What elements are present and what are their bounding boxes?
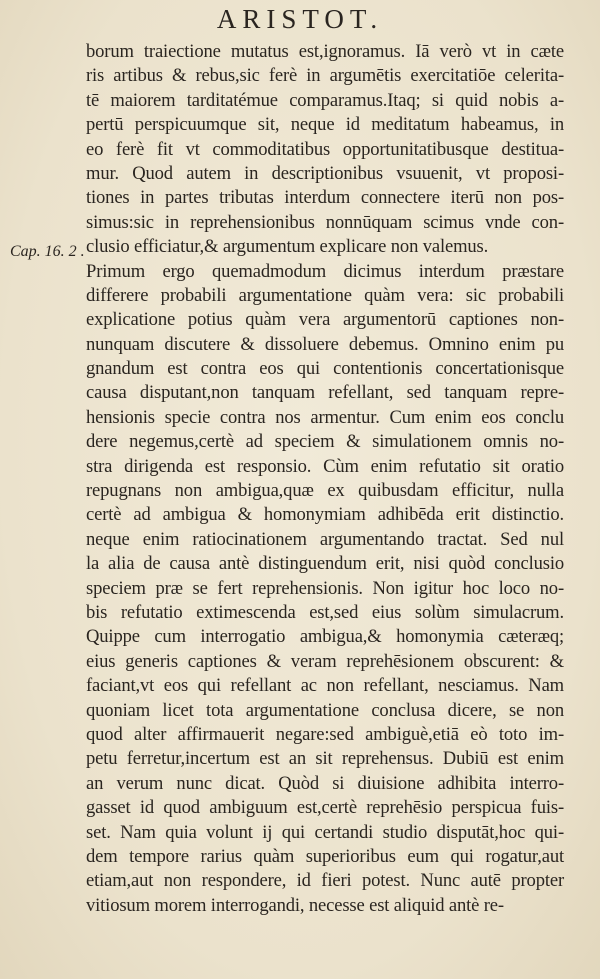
running-head: ARISTOT. — [216, 4, 384, 34]
text-line: eius generis captiones & veram reprehēsionem obscurent: & — [86, 650, 564, 672]
text-line: mur. Quod autem in descriptionibus vsuuenit, vt proposi- — [86, 162, 564, 184]
text-line: petu ferretur,incertum est an sit reprehensus. Dubiū est enim — [86, 748, 564, 770]
text-line: eo ferè fit vt commoditatibus opportunitatibusque destitua- — [86, 138, 564, 160]
text-line: vitiosum morem interrogandi, necesse est aliquid antè re- — [86, 894, 504, 916]
text-line: clusio efficiatur,& argumentum explicare non valemus. — [86, 236, 489, 258]
text-line: an verum nunc dicat. Quòd si diuisione adhibita interro- — [86, 772, 564, 794]
text-line: set. Nam quia volunt ij qui certandi studio disputāt,hoc qui- — [86, 821, 564, 843]
text-line: bis refutatio extimescenda est,sed eius solùm simulacrum. — [86, 601, 564, 623]
text-line: la alia de causa antè distinguendum erit, nisi quòd conclusio — [86, 553, 564, 575]
text-line: ris artibus & rebus,sic ferè in argumētis exercitatiōe celerita- — [86, 65, 564, 87]
text-line: simus:sic in reprehensionibus nonnūquam scimus vnde con- — [86, 211, 564, 233]
text-line: Primum ergo quemadmodum dicimus interdum præstare — [86, 260, 564, 282]
text-line: stra dirigenda est responsio. Cùm enim refutatio sit oratio — [86, 455, 564, 477]
text-line: dere negemus,certè ad speciem & simulationem omnis no- — [86, 431, 564, 453]
text-line: explicatione potius quàm vera argumentorū captiones non- — [86, 309, 564, 331]
text-line: certè ad ambigua & homonymiam adhibēda erit distinctio. — [86, 504, 564, 526]
text-line: gnandum est contra eos qui contentionis concertationisque — [86, 358, 564, 380]
text-block — [86, 40, 564, 918]
text-line: differere probabili argumentatione quàm vera: sic probabili — [86, 284, 564, 306]
text-line: etiam,aut non respondere, id fieri potest. Nunc autē propter — [86, 870, 564, 892]
text-line: hensionis specie contra nos armentur. Cum enim eos conclu — [86, 406, 564, 428]
text-line: causa disputant,non tanquam refellant, sed tanquam repre- — [86, 382, 564, 404]
text-line: borum traiectione mutatus est,ignoramus. Iā verò vt in cæte — [86, 41, 564, 62]
text-line: gasset id quod ambiguum est,certè reprehēsio perspicua fuis- — [86, 797, 564, 819]
text-line: pertū perspicuumque sit, neque id meditatum habeamus, in — [86, 114, 564, 136]
text-line: nunquam discutere & dissoluere debemus. Omnino enim pu — [86, 333, 564, 355]
text-line: speciem præ se fert reprehensionis. Non igitur hoc loco no- — [86, 577, 564, 599]
text-line: quod alter affirmauerit negare:sed ambiguè,etiā eò toto im- — [86, 723, 564, 745]
margin-note-chapter: Cap. 16. 2 . — [10, 243, 85, 260]
text-line: repugnans non ambigua,quæ ex quibusdam efficitur, nulla — [86, 480, 564, 502]
text-line: quoniam licet tota argumentatione conclusa dicere, se non — [86, 699, 564, 721]
text-line: neque enim ratiocinationem argumentando tractat. Sed nul — [86, 528, 564, 550]
text-line: tē maiorem tarditatémue comparamus.Itaq; si quid nobis a- — [86, 89, 564, 111]
text-line: dem tempore rarius quàm superioribus eum qui rogatur,aut — [86, 845, 564, 867]
text-line: faciant,vt eos qui refellant ac non refellant, nesciamus. Nam — [86, 675, 564, 697]
text-line: Quippe cum interrogatio ambigua,& homonymia cæteræq; — [86, 626, 564, 648]
text-line: tiones in partes tributas interdum connectere iterū non pos- — [86, 187, 564, 209]
